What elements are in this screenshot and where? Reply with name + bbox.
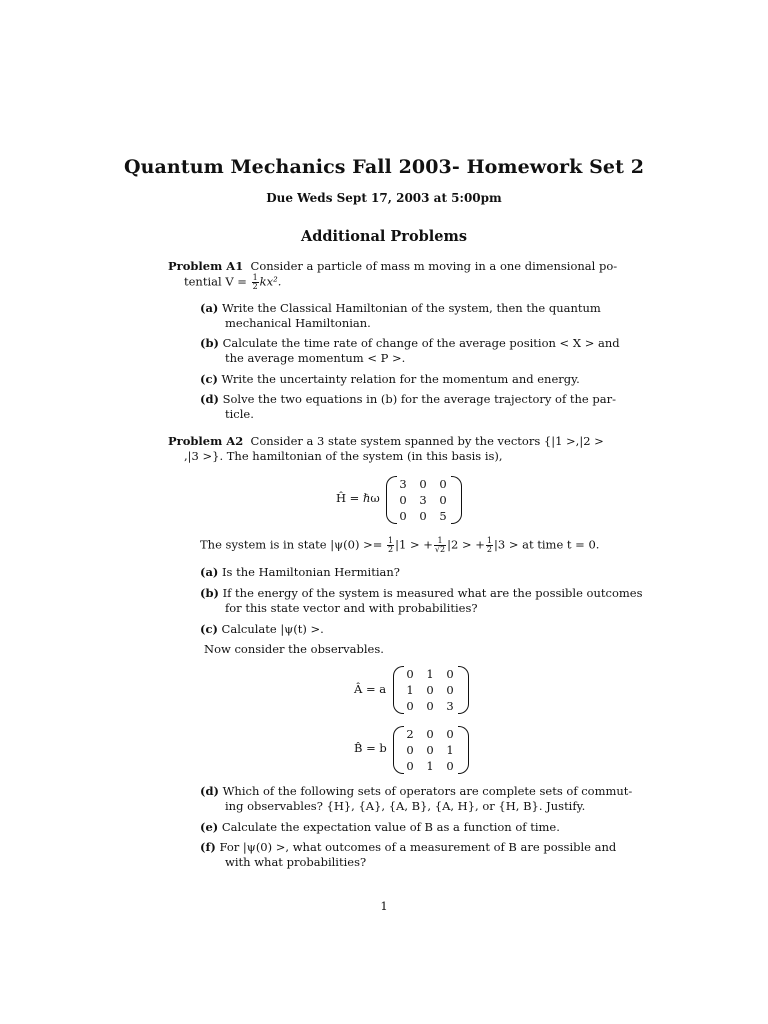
part-label: (c) xyxy=(200,622,218,636)
matrix-cell: 2 xyxy=(406,727,414,741)
fraction-numerator: 1 xyxy=(252,273,258,282)
matrix-cell: 3 xyxy=(419,493,427,507)
part-label: (c) xyxy=(200,372,218,386)
part-label: (d) xyxy=(200,784,219,798)
matrix-right-paren xyxy=(458,666,469,714)
operator-b-lhs: B̂ = b xyxy=(354,741,387,755)
problem-a2-label: Problem A2 xyxy=(168,434,244,448)
problem-a1-intro xyxy=(168,259,617,274)
operator-a-lhs: Â = a xyxy=(354,682,387,696)
a1-part-b xyxy=(200,336,620,351)
part-text: Which of the following sets of operators are complete sets of commut- xyxy=(222,784,633,798)
state-suffix: |3 > at time t = 0. xyxy=(493,537,600,552)
part-text: Calculate the expectation value of B as a function of time. xyxy=(221,820,560,834)
matrix-right-paren xyxy=(458,726,469,774)
matrix-cell: 0 xyxy=(406,759,414,773)
fraction-numerator: 1 xyxy=(388,536,394,545)
part-label: (d) xyxy=(200,392,219,406)
a1-part-a xyxy=(200,301,601,316)
part-text: Calculate the time rate of change of the average position < X > and xyxy=(222,336,620,350)
fraction-denominator: 2 xyxy=(388,545,394,554)
part-text: For |ψ(0) >, what outcomes of a measurement of B are possible and xyxy=(219,840,617,854)
part-label: (b) xyxy=(200,586,219,600)
a1-part-b-cont: the average momentum < P >. xyxy=(225,351,406,365)
a1-part-d-cont: ticle. xyxy=(225,407,254,421)
matrix-cell: 0 xyxy=(446,683,454,697)
matrix-cell: 3 xyxy=(399,477,407,491)
a1-part-d xyxy=(200,392,616,407)
part-text: Is the Hamiltonian Hermitian? xyxy=(222,565,400,579)
matrix-cell: 0 xyxy=(446,667,454,681)
matrix-cell: 0 xyxy=(419,477,427,491)
hamiltonian-matrix xyxy=(393,477,453,523)
problem-a1-line1: Consider a particle of mass m moving in a one dimensional po- xyxy=(250,259,618,273)
part-text: Write the Classical Hamiltonian of the system, then the quantum xyxy=(222,301,601,315)
operator-a-matrix xyxy=(400,667,460,713)
fraction xyxy=(434,537,446,554)
fraction-denominator: 2 xyxy=(252,282,258,291)
problem-a2-line2: ,|3 >}. The hamiltonian of the system (in this basis is), xyxy=(184,449,503,463)
part-label: (b) xyxy=(200,336,219,350)
matrix-cell: 0 xyxy=(426,743,434,757)
part-text: Solve the two equations in (b) for the average trajectory of the par- xyxy=(222,392,616,406)
a1-part-c xyxy=(200,372,580,387)
part-label: (a) xyxy=(200,301,219,315)
page-number: 1 xyxy=(380,899,388,913)
section-heading: Additional Problems xyxy=(301,228,467,245)
fraction xyxy=(252,274,259,291)
fraction-numerator: 1 xyxy=(434,537,446,546)
matrix-cell: 1 xyxy=(406,683,414,697)
part-text: Calculate |ψ(t) >. xyxy=(221,622,324,636)
document-title: Quantum Mechanics Fall 2003- Homework Set 2 xyxy=(123,156,645,178)
matrix-cell: 0 xyxy=(426,699,434,713)
part-text: If the energy of the system is measured what are the possible outcomes xyxy=(222,586,643,600)
fraction xyxy=(486,537,493,554)
problem-a2-line1: Consider a 3 state system spanned by the vectors {|1 >,|2 > xyxy=(250,434,604,448)
a2-part-b xyxy=(200,586,643,601)
part-label: (f) xyxy=(200,840,216,854)
a2-part-a xyxy=(200,565,400,580)
matrix-cell: 0 xyxy=(419,509,427,523)
fraction xyxy=(387,537,394,554)
matrix-cell: 0 xyxy=(399,509,407,523)
problem-a1-potential xyxy=(184,274,281,291)
matrix-cell: 0 xyxy=(439,493,447,507)
matrix-cell: 1 xyxy=(446,743,454,757)
observables-intro: Now consider the observables. xyxy=(204,642,384,656)
problem-a1-label: Problem A1 xyxy=(168,259,244,273)
matrix-cell: 0 xyxy=(406,667,414,681)
operator-b-matrix xyxy=(400,727,460,773)
a2-part-c xyxy=(200,622,324,637)
matrix-cell: 5 xyxy=(439,509,447,523)
hamiltonian-lhs: Ĥ = ℏω xyxy=(336,491,380,505)
matrix-cell: 0 xyxy=(439,477,447,491)
fraction-numerator: 1 xyxy=(486,536,492,545)
state-term: |1 > + xyxy=(395,537,433,552)
a2-part-f-cont: with what probabilities? xyxy=(225,855,367,869)
a2-part-e xyxy=(200,820,560,835)
a2-part-d-cont: ing observables? {H}, {A}, {A, B}, {A, H}, or {H, B}. Justify. xyxy=(225,799,586,813)
matrix-cell: 0 xyxy=(446,727,454,741)
matrix-cell: 0 xyxy=(446,759,454,773)
matrix-cell: 0 xyxy=(426,727,434,741)
matrix-right-paren xyxy=(451,476,462,524)
fraction-denominator: 2 xyxy=(486,545,492,554)
a1-part-a-cont: mechanical Hamiltonian. xyxy=(225,316,371,330)
potential-suffix: kx². xyxy=(259,274,282,289)
potential-prefix: tential V = xyxy=(184,274,251,289)
part-label: (e) xyxy=(200,820,219,834)
problem-a2-intro xyxy=(168,434,604,449)
state-prefix: The system is in state |ψ(0) >= xyxy=(200,537,387,552)
fraction-denominator: √2 xyxy=(434,545,446,554)
matrix-cell: 1 xyxy=(426,667,434,681)
matrix-cell: 0 xyxy=(406,743,414,757)
matrix-cell: 0 xyxy=(406,699,414,713)
matrix-cell: 0 xyxy=(426,683,434,697)
due-date: Due Weds Sept 17, 2003 at 5:00pm xyxy=(266,191,502,205)
initial-state xyxy=(200,537,599,554)
a2-part-b-cont: for this state vector and with probabilities? xyxy=(225,601,478,615)
matrix-cell: 0 xyxy=(399,493,407,507)
matrix-cell: 1 xyxy=(426,759,434,773)
part-text: Write the uncertainty relation for the momentum and energy. xyxy=(221,372,580,386)
a2-part-d xyxy=(200,784,632,799)
matrix-cell: 3 xyxy=(446,699,454,713)
a2-part-f xyxy=(200,840,616,855)
state-term: |2 > + xyxy=(447,537,485,552)
part-label: (a) xyxy=(200,565,219,579)
